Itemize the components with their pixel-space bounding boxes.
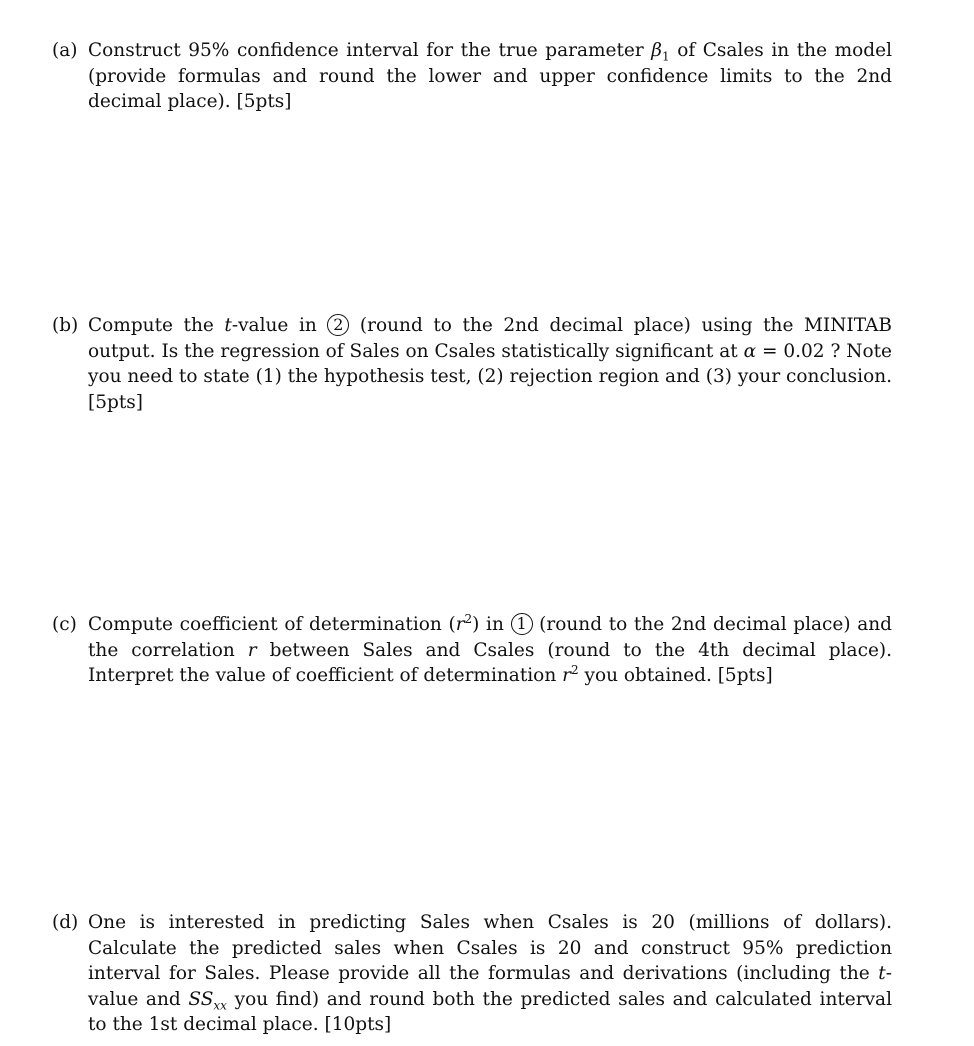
- question-label: (b): [52, 315, 79, 336]
- question-text: Construct 95% confidence interval for the true parameter $\beta_1$ of Csales in the model (provide formulas and round the lower and upper confidence limits to the 2nd decimal place). [5pts]: [88, 40, 892, 112]
- question-label: (c): [52, 614, 77, 635]
- circled-number-1: 1: [511, 613, 533, 635]
- question-label: (d): [52, 912, 79, 933]
- question-text: Compute the t-value in 2 (round to the 2nd decimal place) using the MINITAB output. Is the regression of Sales on Csales statistically significant at α = 0.02 ? Note you need to state (1) the hypothesis test, (2) rejection region and (3) your conclusion. [5pts]: [88, 315, 893, 413]
- question-label: (a): [52, 40, 78, 61]
- question-text: Compute coefficient of determination $(r^2)$ in 1 (round to the 2nd decimal place) and the correlation r between Sales and Csales (round to the 4th decimal place). Interpret the value of coefficient of determination $r^2$ you obtained. [5pts]: [88, 611, 893, 686]
- ss-symbol: SS: [188, 988, 214, 1010]
- circled-number-2: 2: [327, 314, 349, 336]
- question-d: [52, 910, 892, 1038]
- alpha-symbol: α: [743, 340, 757, 362]
- question-c: [52, 612, 892, 689]
- question-a: [52, 38, 892, 115]
- question-b: [52, 313, 892, 415]
- beta-symbol: β: [651, 40, 662, 61]
- question-text: One is interested in predicting Sales when Csales is 20 (millions of dollars). Calculate the predicted sales when Csales is 20 and construct 95% prediction interval for Sales. Please provide all the formulas and derivations (including the t-value and $SS_{xx}$ you find) and round both the predicted sales and calculated interval to the 1st decimal place. [10pts]: [88, 912, 892, 1035]
